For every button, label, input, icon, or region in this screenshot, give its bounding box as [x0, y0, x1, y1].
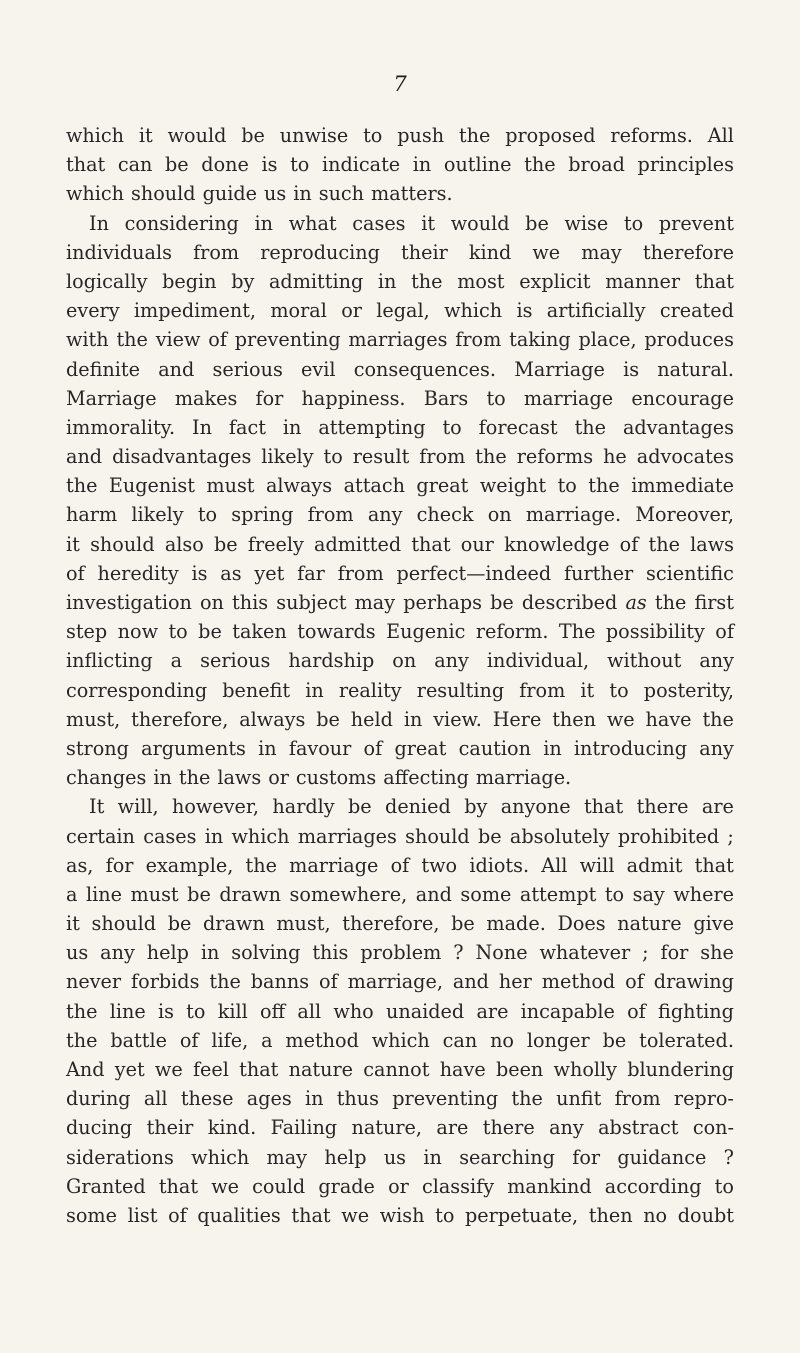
- text-line: must, therefore, always be held in view. Here then we have the: [66, 707, 734, 731]
- text-line: harm likely to spring from any check on marriage. Moreover,: [66, 503, 734, 527]
- text-line: changes in the laws or customs affecting marriage.: [66, 766, 572, 790]
- text-line: investigation on this subject may perhaps be described as the first: [66, 591, 734, 614]
- text-line: that can be done is to indicate in outline the broad principles: [66, 153, 734, 177]
- text-line: the line is to kill off all who unaided are incapable of fighting: [66, 999, 734, 1023]
- text-line: during all these ages in thus preventing the unfit from repro-: [66, 1087, 734, 1111]
- text-line: step now to be taken towards Eugenic reform. The possibility of: [66, 620, 734, 644]
- text-line: certain cases in which marriages should be absolutely prohibited ;: [66, 824, 734, 848]
- text-line: ducing their kind. Failing nature, are there any abstract con-: [66, 1116, 734, 1140]
- text-line: individuals from reproducing their kind we may therefore: [66, 240, 734, 264]
- page-number: 7: [393, 72, 407, 96]
- text-line: of heredity is as yet far from perfect—indeed further scientific: [66, 561, 734, 585]
- text-line: corresponding benefit in reality resulting from it to posterity,: [66, 678, 734, 702]
- text-line: as, for example, the marriage of two idiots. All will admit that: [66, 853, 734, 877]
- text-line: it should be drawn must, therefore, be made. Does nature give: [66, 912, 734, 936]
- text-line: the battle of life, a method which can no longer be tolerated.: [66, 1028, 734, 1052]
- text-line: every impediment, moral or legal, which is artificially created: [66, 299, 734, 323]
- text-line: never forbids the banns of marriage, and her method of drawing: [66, 970, 734, 994]
- text-line: inflicting a serious hardship on any individual, without any: [66, 649, 734, 673]
- text-line: Marriage makes for happiness. Bars to marriage encourage: [66, 386, 734, 410]
- text-line: immorality. In fact in attempting to forecast the advantages: [66, 415, 734, 439]
- text-line: It will, however, hardly be denied by anyone that there are: [89, 795, 734, 819]
- text-line: siderations which may help us in searching for guidance ?: [66, 1145, 734, 1169]
- text-line: the Eugenist must always attach great weight to the immediate: [66, 474, 734, 498]
- text-line: which should guide us in such matters.: [66, 182, 453, 206]
- body-text: [66, 121, 734, 1230]
- text-line: us any help in solving this problem ? None whatever ; for she: [66, 941, 734, 965]
- text-line: In considering in what cases it would be wise to prevent: [89, 211, 734, 235]
- text-line: a line must be drawn somewhere, and some attempt to say where: [66, 882, 734, 906]
- text-line: some list of qualities that we wish to perpetuate, then no doubt: [66, 1203, 734, 1227]
- text-line: it should also be freely admitted that our knowledge of the laws: [66, 532, 734, 556]
- text-line: strong arguments in favour of great caution in introducing any: [66, 736, 734, 760]
- text-line: and disadvantages likely to result from the reforms he advocates: [66, 445, 734, 469]
- text-line: definite and serious evil consequences. Marriage is natural.: [66, 357, 734, 381]
- text-line: with the view of preventing marriages from taking place, produces: [66, 328, 734, 352]
- text-line: which it would be unwise to push the proposed reforms. All: [66, 124, 734, 147]
- text-line: logically begin by admitting in the most explicit manner that: [66, 269, 734, 293]
- text-line: And yet we feel that nature cannot have been wholly blundering: [66, 1058, 734, 1081]
- text-line: Granted that we could grade or classify mankind according to: [66, 1174, 734, 1198]
